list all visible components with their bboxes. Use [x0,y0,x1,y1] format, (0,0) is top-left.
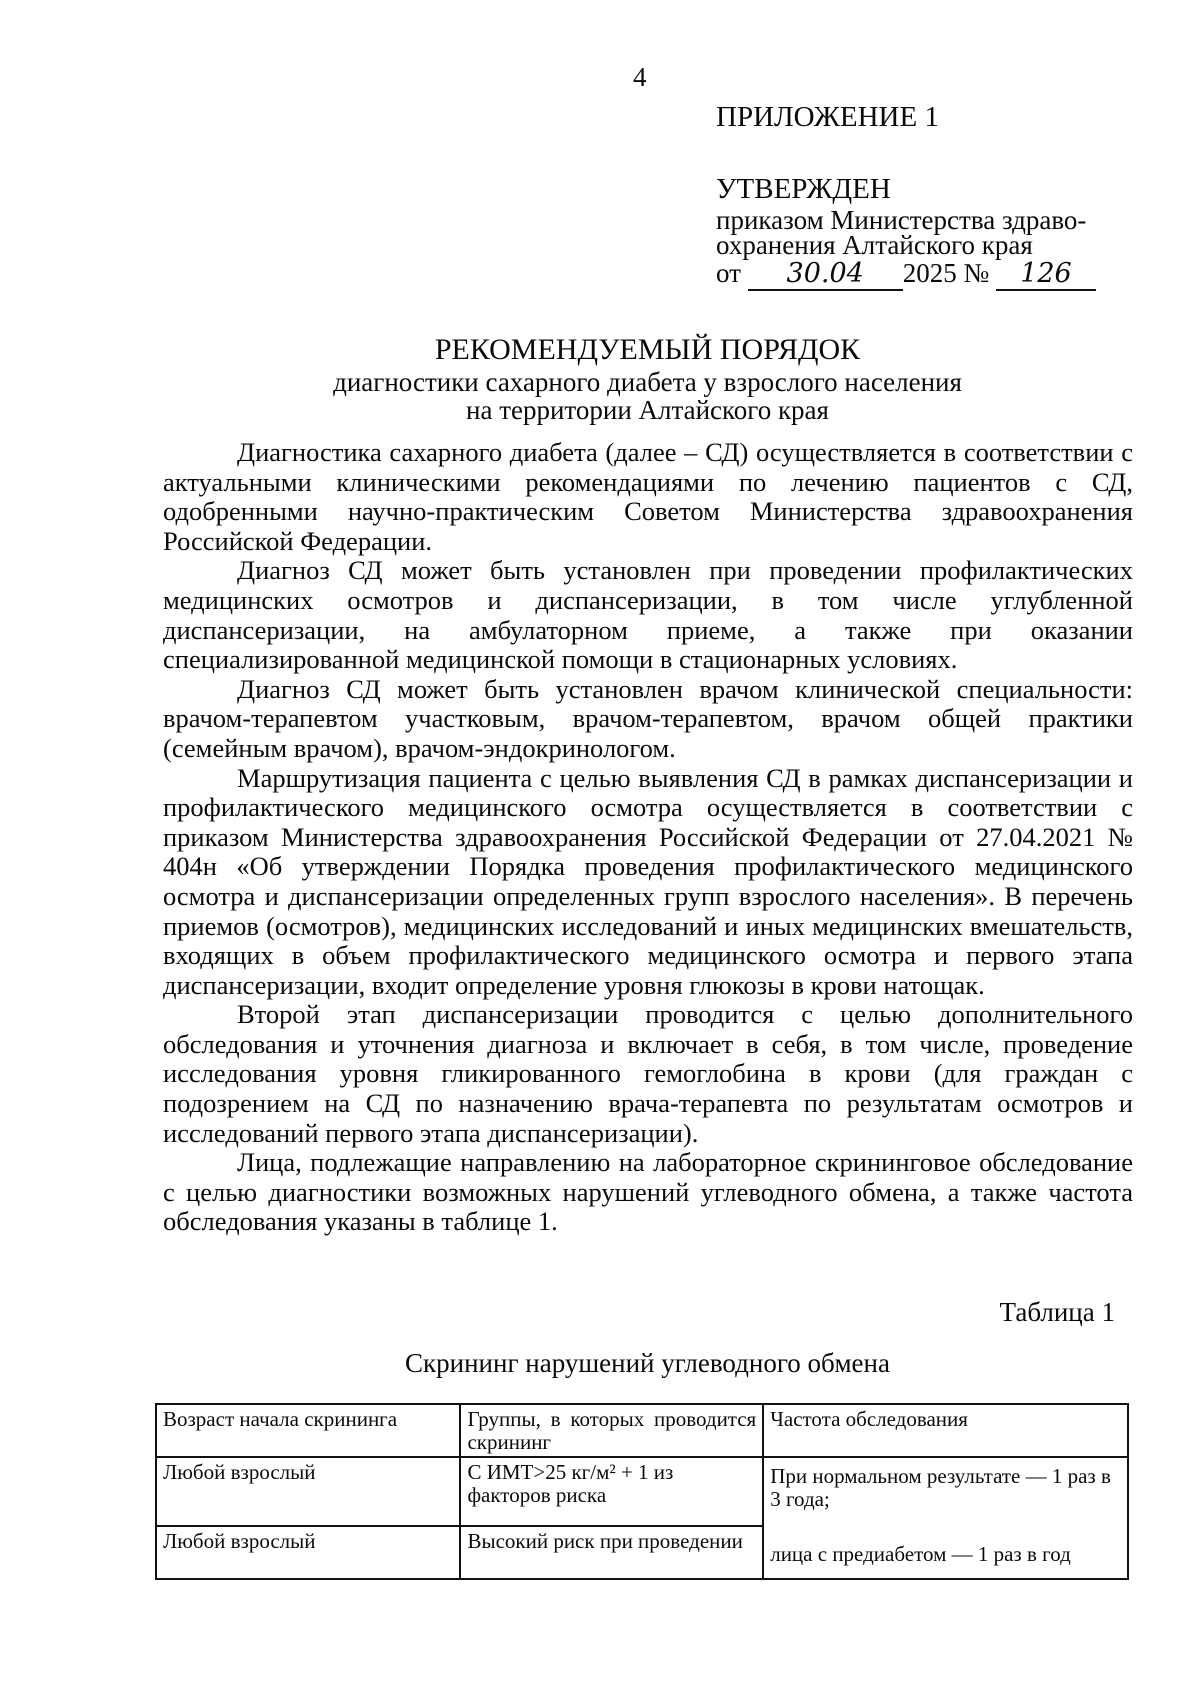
approval-date-line [716,258,1096,291]
title-subtitle-1: диагностики сахарного диабета у взрослого населения [333,367,962,397]
screening-table [155,1403,1129,1580]
cell-group: С ИМТ>25 кг/м² + 1 из факторов риска [460,1457,763,1526]
table-header-row [156,1404,1128,1457]
table-caption: Таблица 1 [999,1297,1115,1327]
header-cell-age: Возраст начала скрининга [156,1404,460,1457]
paragraph: Диагностика сахарного диабета (далее – СД) осуществляется в соответствии с актуальными клиническими рекомендациями по лечению пациентов с СД, одобренными научно-практическим Советом Министерства здравоохранения Российской Федерации. [163,437,1133,556]
header-cell-groups: Группы, в которых проводится скрининг [460,1404,763,1457]
cell-age: Любой взрослый [156,1457,460,1526]
paragraph: Диагноз СД может быть установлен врачом клинической специальности: врачом-терапевтом участковым, врачом-терапевтом, врачом общей практики (семейным врачом), врачом-эндокринологом. [163,673,1133,763]
appendix-label: ПРИЛОЖЕНИЕ 1 [716,101,939,133]
cell-age: Любой взрослый [156,1526,460,1579]
table-row [156,1457,1128,1526]
title-main: РЕКОМЕНДУЕМЫЙ ПОРЯДОК [434,333,861,366]
year-number-label: 2025 № [902,258,990,288]
paragraph: Маршрутизация пациента с целью выявления СД в рамках диспансеризации и профилактического медицинского осмотра осуществляется в соответствии с приказом Министерства здравоохранения Российской Федерации от 27.04.2021 № 404н «Об утверждении Порядка проведения профилактического медицинского осмотра и диспансеризации определенных групп взрослого населения». В перечень приемов (осмотров), медицинских исследований и иных медицинских вмешательств, входящих в объем профилактического медицинского осмотра и первого этапа диспансеризации, входит определение уровня глюкозы в крови натощак. [163,762,1133,1000]
approval-line-2: охранения Алтайского края [716,230,1033,260]
handwritten-date: 30.04 [748,259,903,291]
frequency-normal: При нормальном результате — 1 раз в 3 года; [770,1464,1111,1511]
header-cell-frequency: Частота обследования [763,1404,1128,1457]
approved-label: УТВЕРЖДЕН [716,173,891,205]
title-subtitle-2: на территории Алтайского края [466,395,829,425]
date-prefix: от [716,258,741,288]
paragraph: Диагноз СД может быть установлен при проведении профилактических медицинских осмотров и диспансеризации, в том числе углубленной диспансеризации, на амбулаторном приеме, а также при оказании специализированной медицинской помощи в стационарных условиях. [163,555,1133,675]
paragraph: Лица, подлежащие направлению на лабораторное скрининговое обследование с целью диагностики возможных нарушений углеводного обмена, а также частота обследования указаны в таблице 1. [163,1147,1133,1237]
table-title: Скрининг нарушений углеводного обмена [405,1348,890,1378]
approval-line-1: приказом Министерства здраво- [716,205,1087,235]
paragraph: Второй этап диспансеризации проводится с целью дополнительного обследования и уточнения диагноза и включает в себя, в том числе, проведение исследования уровня гликированного гемоглобина в крови (для граждан с подозрением на СД по назначению врача-терапевта по результатам осмотров и исследований первого этапа диспансеризации). [163,999,1133,1148]
appendix-header [716,98,1096,291]
handwritten-order-number: 126 [996,259,1096,291]
page-number: 4 [633,62,647,92]
body-text [163,438,1133,1237]
cell-frequency [763,1457,1128,1579]
cell-group: Высокий риск при проведении [460,1526,763,1579]
document-title [160,332,1135,424]
frequency-prediabetes: лица с предиабетом — 1 раз в год [770,1542,1071,1566]
